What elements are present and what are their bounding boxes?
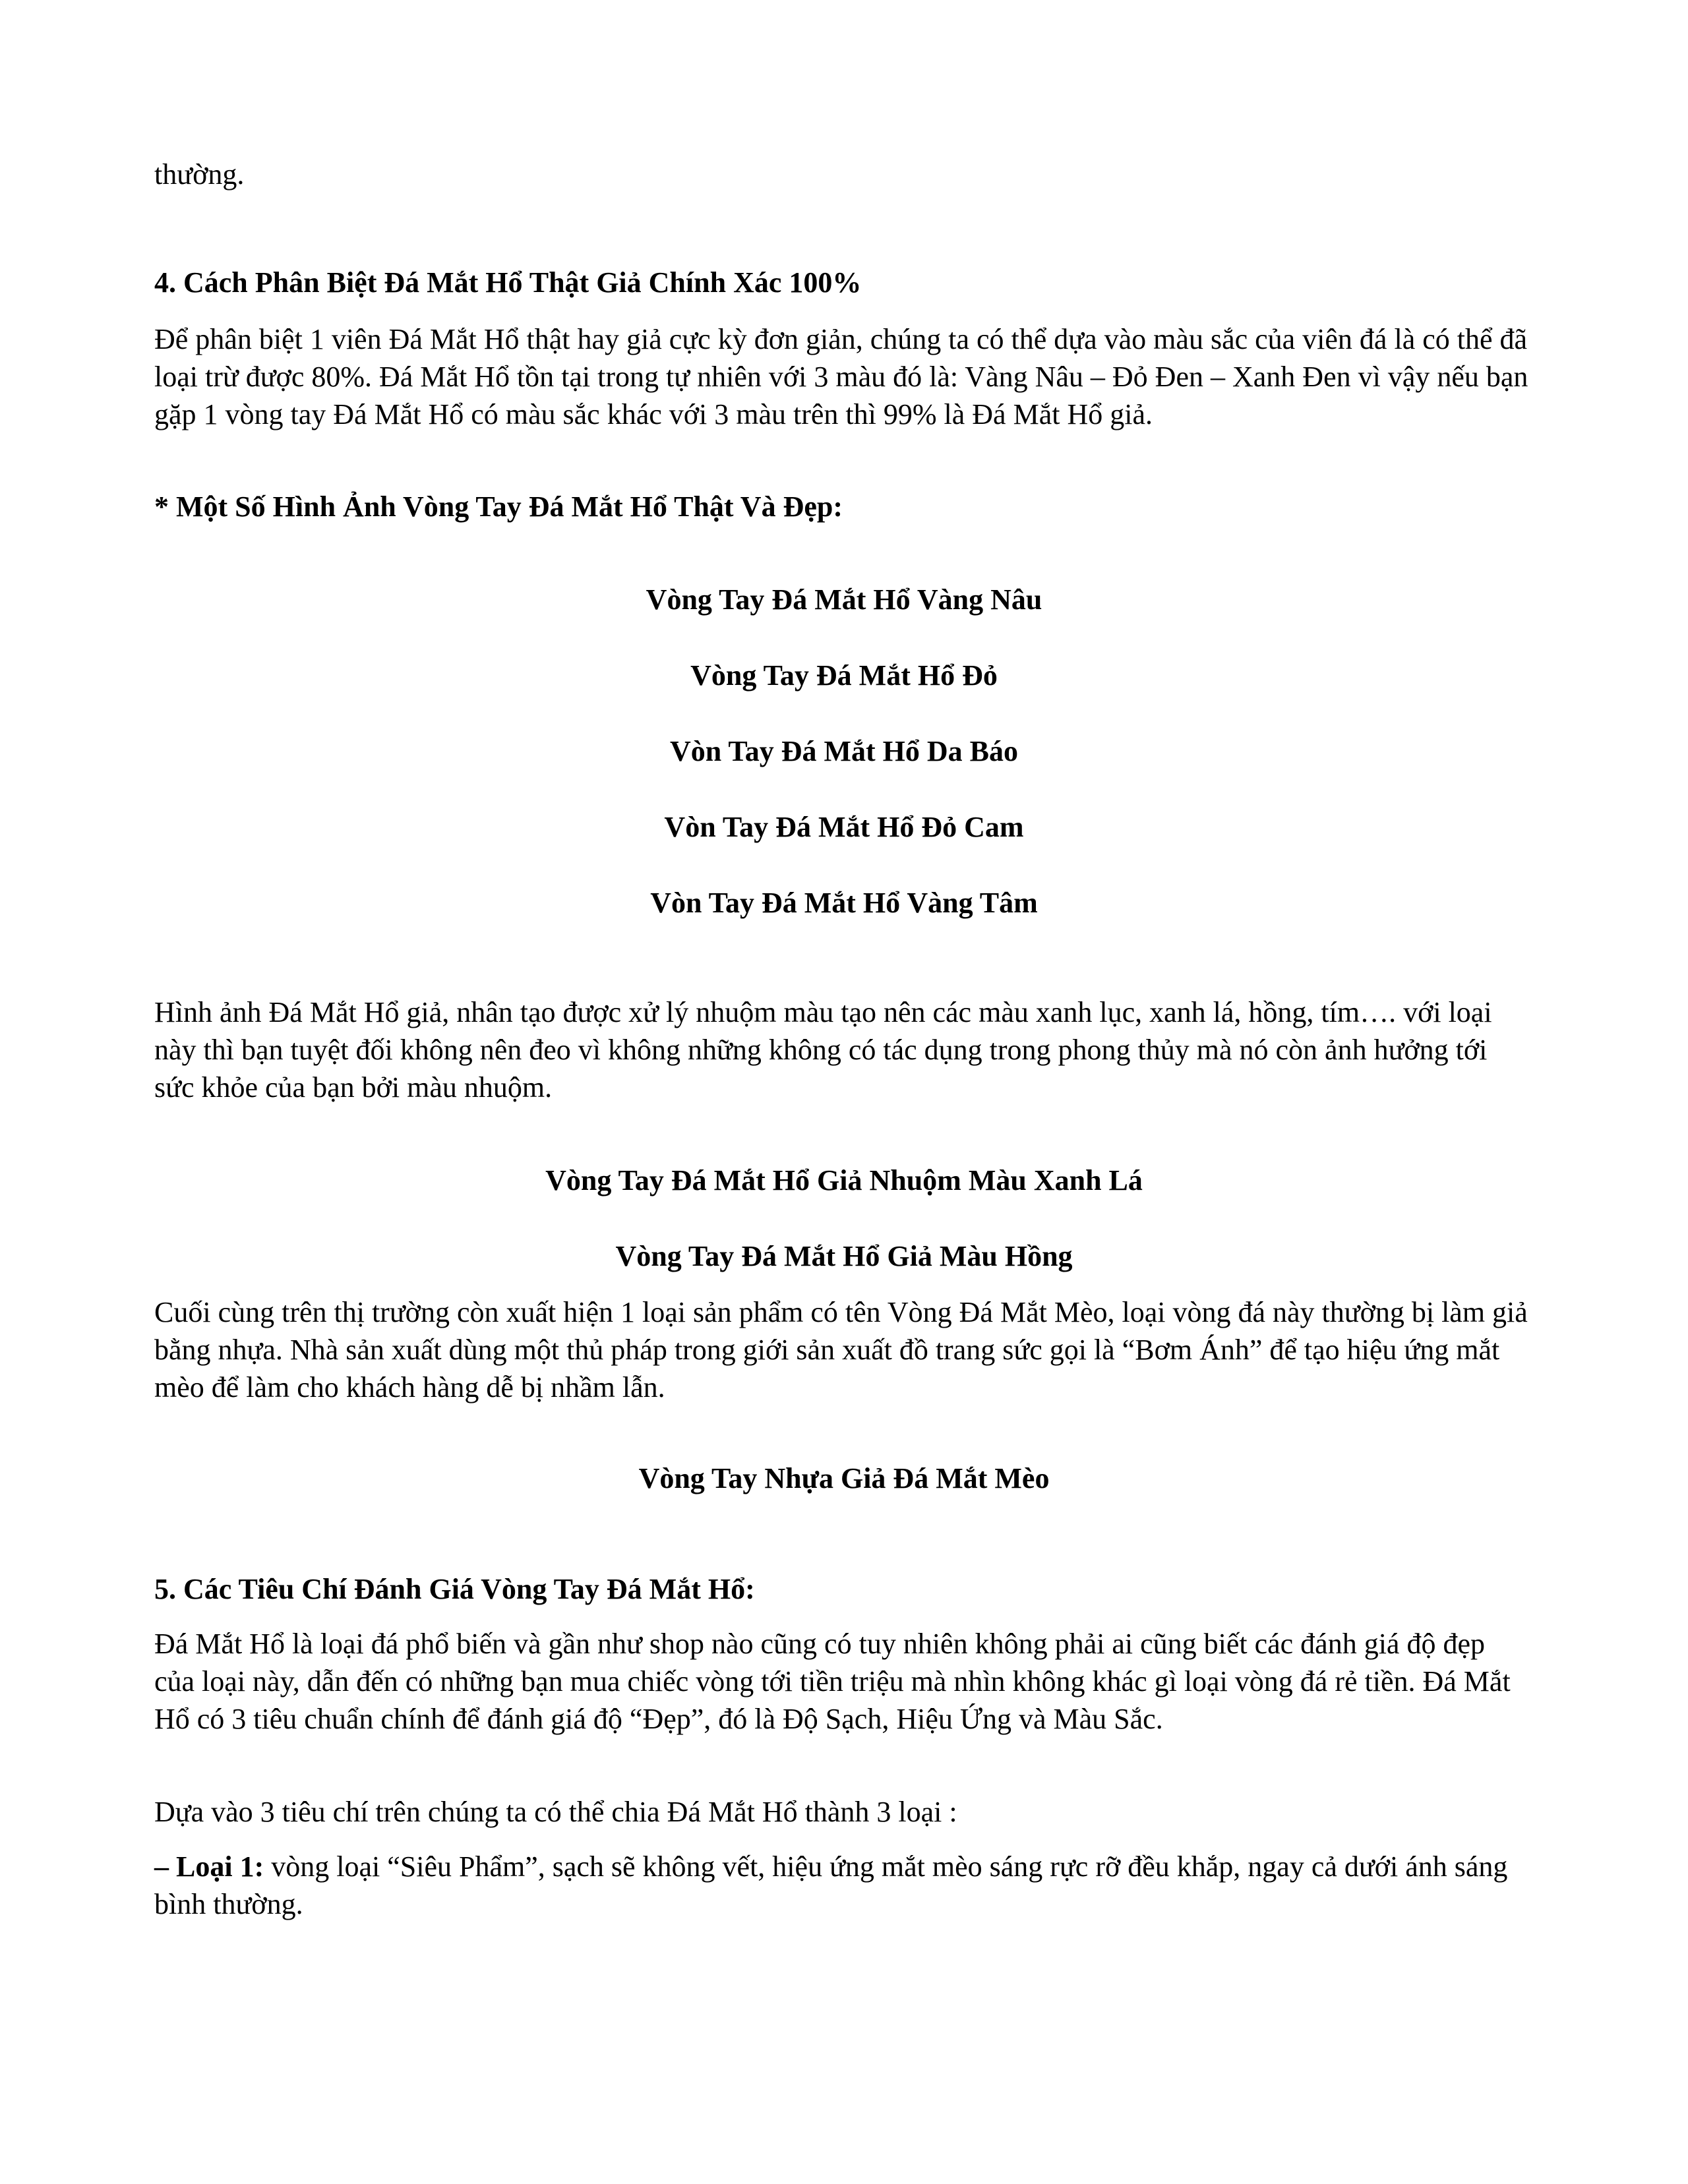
images-heading: * Một Số Hình Ảnh Vòng Tay Đá Mắt Hổ Thật Và Đẹp: <box>154 490 843 523</box>
type-1-text: vòng loại “Siêu Phẩm”, sạch sẽ không vết, hiệu ứng mắt mèo sáng rực rỡ đều khắp, ngay cả dưới ánh sáng bình thường. <box>154 1850 1508 1920</box>
caption-cat-eye: Vòng Tay Nhựa Giả Đá Mắt Mèo <box>638 1462 1050 1494</box>
type-1-label: – Loại 1: <box>154 1850 264 1883</box>
section-5-heading: 5. Các Tiêu Chí Đánh Giá Vòng Tay Đá Mắt Hổ: <box>154 1573 755 1605</box>
caption-real-3: Vòn Tay Đá Mắt Hổ Da Báo <box>669 735 1019 767</box>
caption-real-2: Vòng Tay Đá Mắt Hổ Đỏ <box>690 659 998 692</box>
section-5-paragraph-2: Dựa vào 3 tiêu chí trên chúng ta có thể chia Đá Mắt Hổ thành 3 loại : <box>154 1796 957 1828</box>
caption-real-4: Vòn Tay Đá Mắt Hổ Đỏ Cam <box>664 811 1024 843</box>
caption-real-1: Vòng Tay Đá Mắt Hổ Vàng Nâu <box>646 583 1042 616</box>
cat-eye-paragraph: Cuối cùng trên thị trường còn xuất hiện 1 loại sản phẩm có tên Vòng Đá Mắt Mèo, loại vòng đá này thường bị làm giả bằng nhựa. Nhà sản xuất dùng một thủ pháp trong giới sản xuất đồ trang sức gọi là “Bơm Ánh” để tạo hiệu ứng mắt mèo để làm cho khách hàng dễ bị nhầm lẫn. <box>154 1296 1528 1403</box>
caption-fake-1: Vòng Tay Đá Mắt Hổ Giả Nhuộm Màu Xanh Lá <box>545 1164 1143 1196</box>
fake-stone-paragraph: Hình ảnh Đá Mắt Hổ giả, nhân tạo được xử lý nhuộm màu tạo nên các màu xanh lục, xanh lá, hồng, tím…. với loại này thì bạn tuyệt đối không nên đeo vì không những không có tác dụng trong phong thủy mà nó còn ảnh hưởng tới sức khỏe của bạn bởi màu nhuộm. <box>154 996 1492 1104</box>
caption-fake-2: Vòng Tay Đá Mắt Hổ Giả Màu Hồng <box>615 1240 1073 1272</box>
continuation-text: thường. <box>154 158 245 191</box>
section-4-heading: 4. Cách Phân Biệt Đá Mắt Hổ Thật Giả Chính Xác 100% <box>154 266 862 299</box>
section-4-paragraph: Để phân biệt 1 viên Đá Mắt Hổ thật hay giả cực kỳ đơn giản, chúng ta có thể dựa vào màu sắc của viên đá là có thể đã loại trừ được 80%. Đá Mắt Hổ tồn tại trong tự nhiên với 3 màu đó là: Vàng Nâu – Đỏ Đen – Xanh Đen vì vậy nếu bạn gặp 1 vòng tay Đá Mắt Hổ có màu sắc khác với 3 màu trên thì 99% là Đá Mắt Hổ giả. <box>154 323 1528 430</box>
type-1-paragraph <box>154 1848 1532 1923</box>
caption-real-5: Vòn Tay Đá Mắt Hổ Vàng Tâm <box>650 887 1038 919</box>
section-5-paragraph-1: Đá Mắt Hổ là loại đá phổ biến và gần như shop nào cũng có tuy nhiên không phải ai cũng biết các đánh giá độ đẹp của loại này, dẫn đến có những bạn mua chiếc vòng tới tiền triệu mà nhìn không khác gì loại vòng đá rẻ tiền. Đá Mắt Hổ có 3 tiêu chuẩn chính để đánh giá độ “Đẹp”, đó là Độ Sạch, Hiệu Ứng và Màu Sắc. <box>154 1628 1511 1735</box>
